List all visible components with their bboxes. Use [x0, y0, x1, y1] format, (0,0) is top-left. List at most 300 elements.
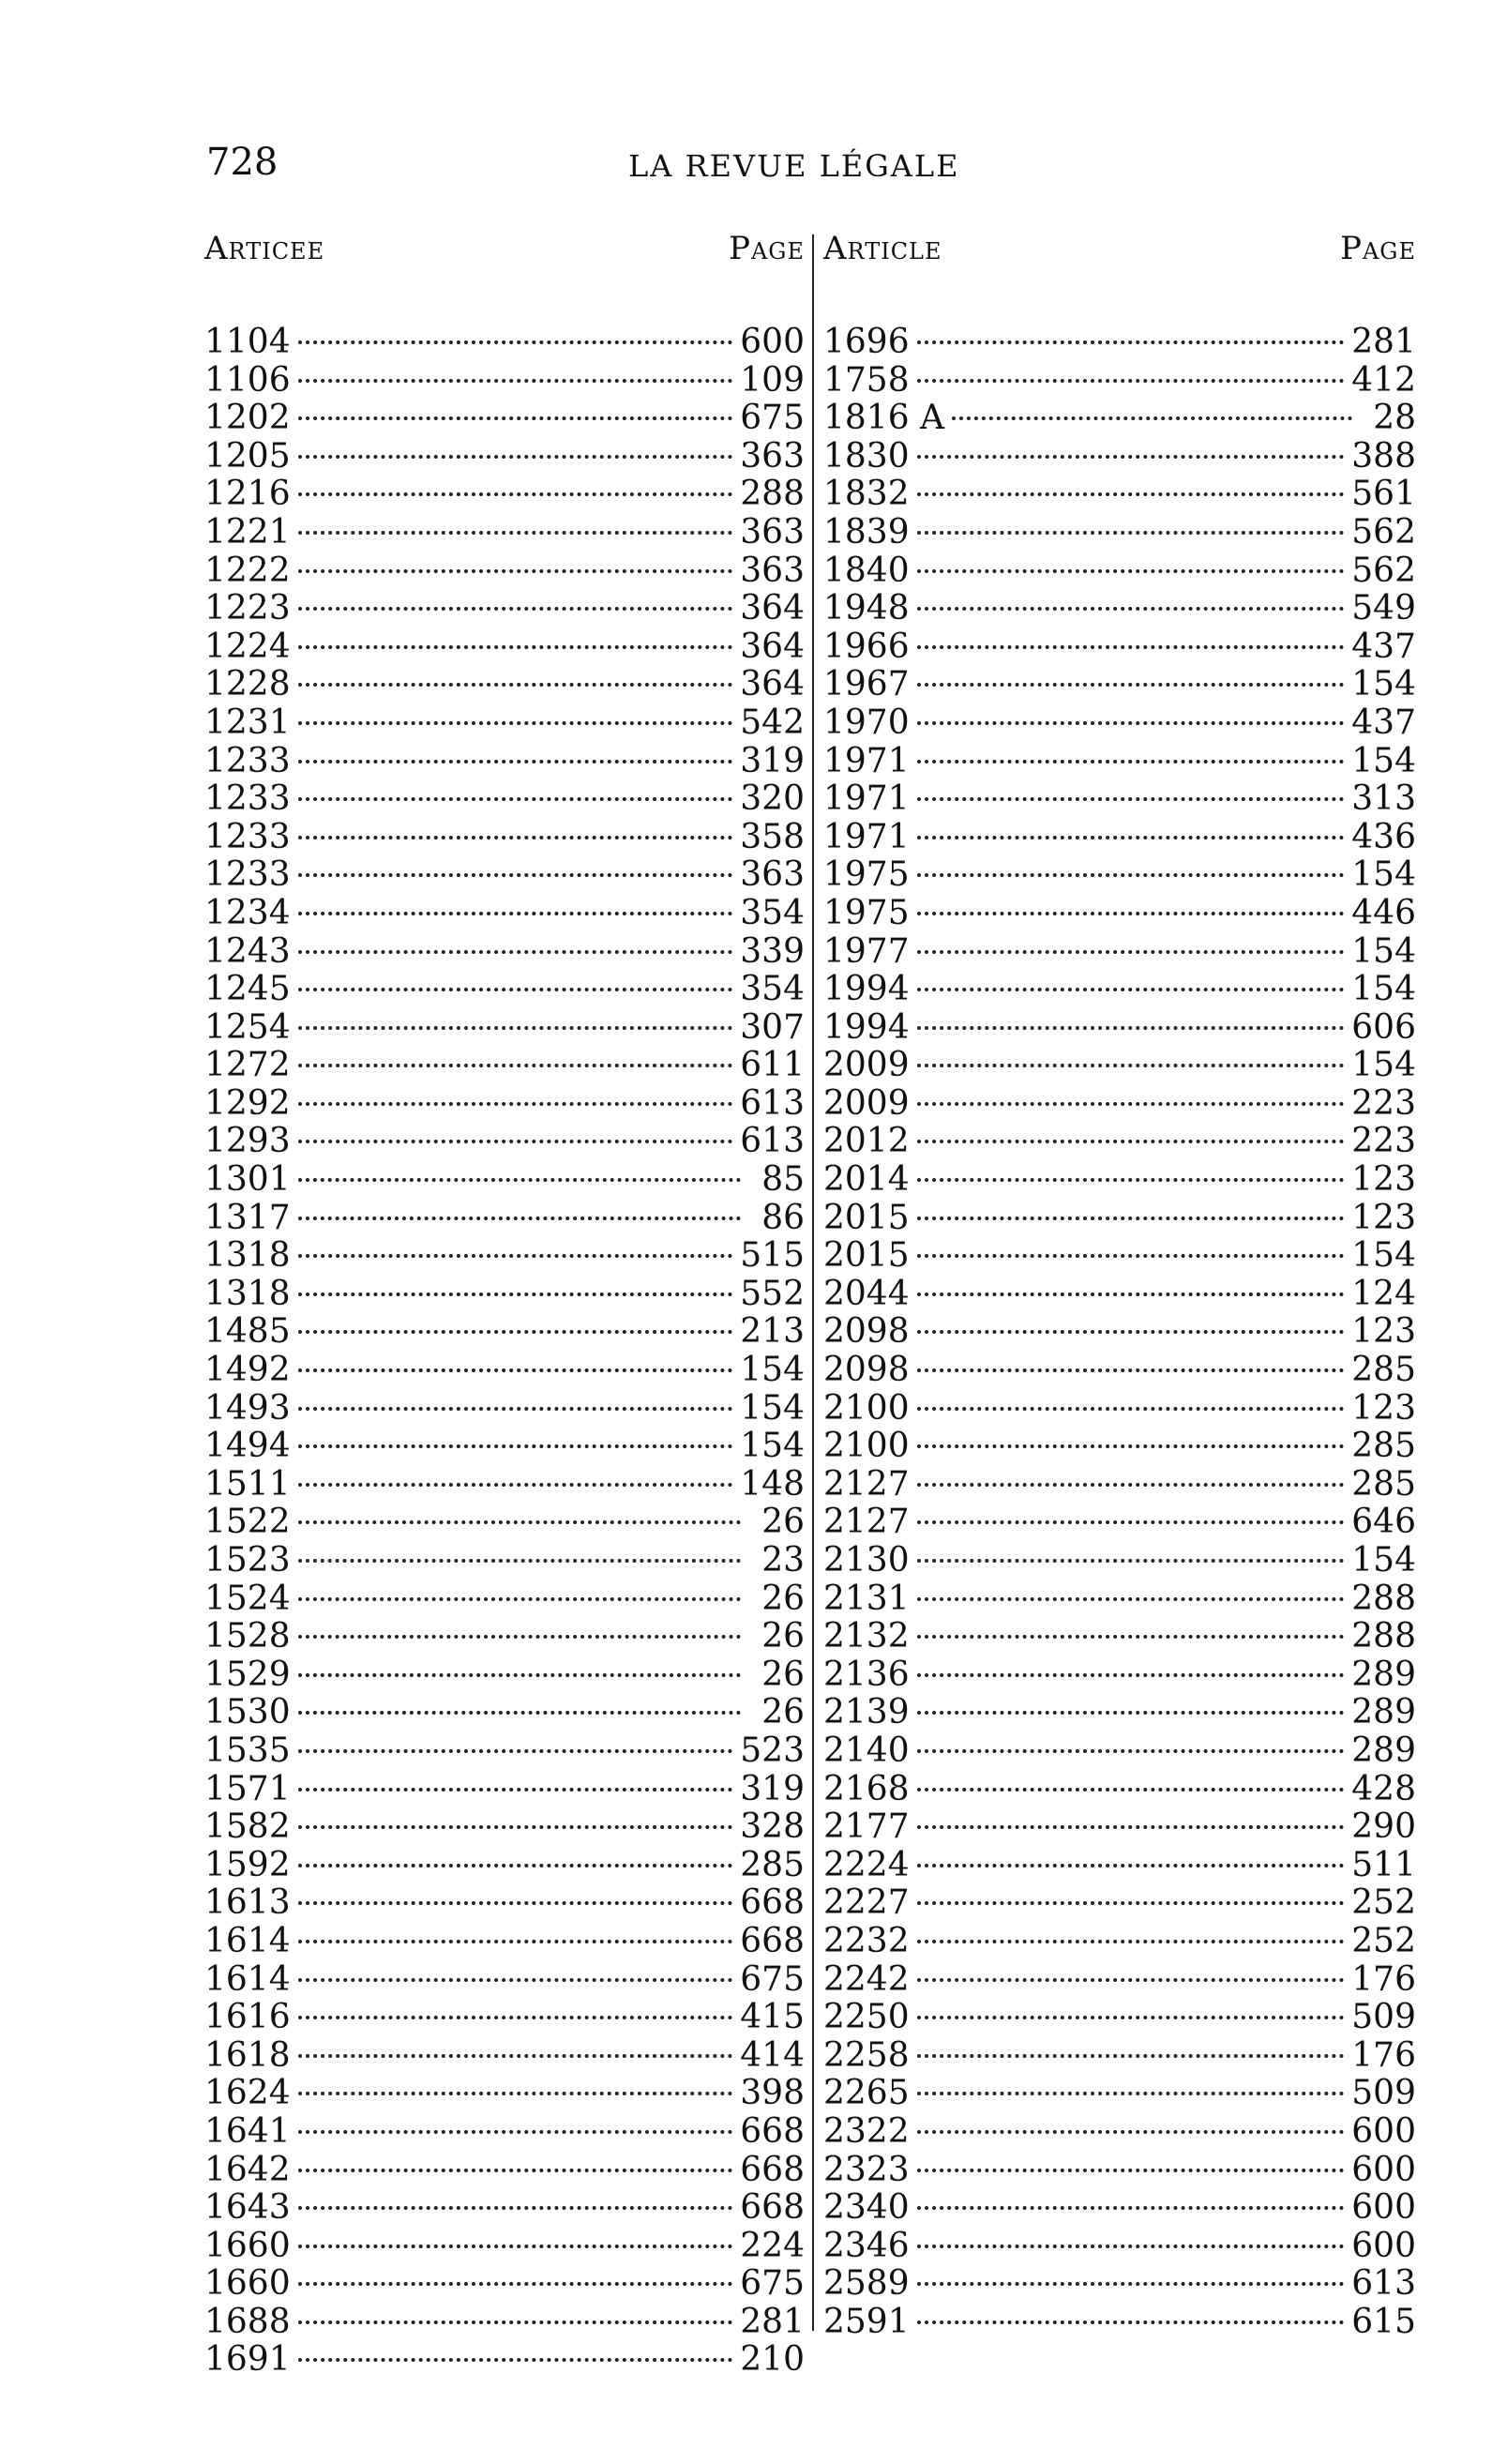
left-article-heading: Articee [204, 230, 325, 267]
dot-leader [917, 1292, 1345, 1296]
index-row [823, 1390, 1416, 1429]
dot-leader [917, 569, 1345, 573]
article-number: 1975 [823, 893, 910, 932]
index-row [823, 1808, 1416, 1847]
article-number: 1660 [204, 2226, 291, 2265]
page-reference: 124 [1351, 1274, 1416, 1313]
article-number: 1529 [204, 1655, 291, 1694]
page-reference: 285 [1351, 1351, 1416, 1390]
article-number: 2227 [823, 1883, 910, 1923]
page-reference: 358 [740, 817, 805, 856]
article-number: 2127 [823, 1464, 910, 1504]
page-reference: 290 [1351, 1807, 1416, 1847]
left-page-heading: Page [729, 230, 805, 267]
article-number: 2232 [823, 1921, 910, 1960]
index-row [823, 856, 1416, 895]
article-number: 1688 [204, 2302, 291, 2341]
page-reference: 176 [1351, 1959, 1416, 1999]
dot-leader [298, 1330, 733, 1334]
index-row [823, 1884, 1416, 1923]
article-number: 1975 [823, 855, 910, 895]
index-row [823, 2304, 1416, 2342]
index-row [823, 1200, 1416, 1238]
dot-leader [917, 1368, 1345, 1372]
dot-leader [917, 2320, 1345, 2324]
index-row [204, 1313, 805, 1352]
article-number: 1318 [204, 1236, 291, 1276]
index-row [204, 1161, 805, 1200]
page-reference: 613 [1351, 2264, 1416, 2304]
index-row [204, 1923, 805, 1961]
article-number: 1228 [204, 665, 291, 704]
article-number: 1492 [204, 1351, 291, 1390]
index-row [823, 2113, 1416, 2152]
article-number: 1293 [204, 1122, 291, 1161]
article-number: 2015 [823, 1198, 910, 1237]
dot-leader [298, 569, 733, 573]
article-number: 2044 [823, 1274, 910, 1313]
dot-leader [298, 1940, 733, 1943]
page-reference: 289 [1351, 1693, 1416, 1732]
article-number: 2131 [823, 1579, 910, 1618]
article-number: 1494 [204, 1427, 291, 1466]
index-row [823, 1047, 1416, 1085]
page-reference: 364 [740, 627, 805, 666]
dot-leader [917, 645, 1345, 649]
article-number: 2100 [823, 1388, 910, 1428]
article-number: 1618 [204, 2035, 291, 2075]
page-reference: 364 [740, 665, 805, 704]
page-reference: 611 [740, 1046, 805, 1085]
index-row [823, 1009, 1416, 1048]
dot-leader [917, 2016, 1345, 2019]
index-row [204, 514, 805, 552]
page-reference: 675 [740, 399, 805, 438]
right-article-heading: Article [823, 230, 942, 267]
page-reference: 668 [740, 2188, 805, 2228]
index-row [823, 895, 1416, 933]
index-row [204, 666, 805, 704]
dot-leader [298, 416, 733, 420]
index-row [823, 1085, 1416, 1124]
dot-leader [298, 836, 733, 839]
dot-leader [298, 721, 733, 725]
index-row [204, 1237, 805, 1276]
right-column-header [823, 230, 1416, 286]
dot-leader [917, 1140, 1345, 1143]
article-number: 1839 [823, 512, 910, 552]
article-number: 1318 [204, 1274, 291, 1313]
index-row [823, 1999, 1416, 2037]
dot-leader [917, 1864, 1345, 1867]
page-reference: 281 [1351, 323, 1416, 361]
index-row [204, 2037, 805, 2076]
index-row [823, 590, 1416, 628]
index-row [823, 1732, 1416, 1771]
index-row [823, 1123, 1416, 1161]
index-row [823, 2037, 1416, 2076]
dot-leader [298, 2054, 733, 2058]
dot-leader [298, 1520, 741, 1524]
dot-leader [917, 988, 1345, 991]
dot-leader [298, 340, 733, 344]
page-reference: 668 [740, 1883, 805, 1923]
article-number: 2139 [823, 1693, 910, 1732]
article-number: 2130 [823, 1541, 910, 1580]
dot-leader [917, 1559, 1345, 1563]
dot-leader [298, 1711, 741, 1715]
page-reference: 398 [740, 2074, 805, 2113]
page-reference: 109 [740, 360, 805, 400]
article-number: 2589 [823, 2264, 910, 2304]
index-row [823, 324, 1416, 362]
article-number: 2012 [823, 1122, 910, 1161]
index-row [823, 819, 1416, 857]
page-number: 728 [206, 141, 279, 184]
page-reference: 668 [740, 1921, 805, 1960]
article-number: 1234 [204, 893, 291, 932]
article-number: 1816 A [823, 399, 945, 438]
index-row [823, 666, 1416, 704]
index-row [204, 438, 805, 476]
dot-leader [917, 1064, 1345, 1067]
article-number: 2132 [823, 1617, 910, 1656]
index-row [823, 1771, 1416, 1809]
article-number: 2224 [823, 1845, 910, 1884]
dot-leader [298, 2206, 733, 2210]
dot-leader [298, 760, 733, 763]
dot-leader [917, 1178, 1345, 1182]
page-reference: 154 [1351, 741, 1416, 780]
index-row [823, 400, 1416, 438]
index-row [204, 400, 805, 438]
index-row [204, 2228, 805, 2266]
index-row [823, 1694, 1416, 1732]
article-number: 2136 [823, 1655, 910, 1694]
article-number: 1233 [204, 741, 291, 780]
article-number: 1840 [823, 551, 910, 590]
article-number: 2140 [823, 1731, 910, 1770]
article-number: 1106 [204, 360, 291, 400]
column-divider [812, 234, 814, 2331]
article-number: 1233 [204, 817, 291, 856]
dot-leader [298, 1483, 733, 1487]
page-reference: 436 [1351, 817, 1416, 856]
page-reference: 600 [1351, 2226, 1416, 2265]
index-row [823, 362, 1416, 401]
page-reference: 364 [740, 589, 805, 628]
page-reference: 223 [1351, 1083, 1416, 1123]
article-number: 1221 [204, 512, 291, 552]
article-number: 1832 [823, 475, 910, 514]
dot-leader [917, 340, 1345, 344]
index-row [823, 1466, 1416, 1504]
dot-leader [298, 1217, 741, 1220]
left-column [204, 230, 805, 2380]
dot-leader [917, 873, 1345, 877]
page-reference: 668 [740, 2150, 805, 2189]
dot-leader [917, 607, 1345, 611]
article-number: 2014 [823, 1160, 910, 1200]
page-reference: 562 [1351, 512, 1416, 552]
article-number: 1994 [823, 970, 910, 1009]
dot-leader [298, 1901, 733, 1905]
dot-leader [298, 1597, 741, 1601]
dot-leader [298, 1749, 733, 1753]
running-title: LA REVUE LÉGALE [628, 148, 960, 184]
dot-leader [917, 2169, 1345, 2172]
page-reference: 354 [740, 893, 805, 932]
dot-leader [298, 1102, 733, 1106]
dot-leader [298, 1559, 741, 1563]
index-row [823, 780, 1416, 819]
article-number: 1231 [204, 703, 291, 742]
article-number: 1582 [204, 1807, 291, 1847]
right-index-list [823, 324, 1416, 2341]
dot-leader [298, 1368, 733, 1372]
index-row [204, 1009, 805, 1048]
dot-leader [917, 836, 1345, 839]
index-row [204, 2189, 805, 2228]
page-reference: 176 [1351, 2035, 1416, 2075]
dot-leader [298, 1026, 733, 1030]
page-reference: 313 [1351, 779, 1416, 819]
page-reference: 154 [1351, 855, 1416, 895]
article-number: 1643 [204, 2188, 291, 2228]
index-row [823, 2265, 1416, 2304]
index-row [204, 1466, 805, 1504]
article-number: 1948 [823, 589, 910, 628]
page-reference: 339 [740, 931, 805, 971]
index-row [204, 1694, 805, 1732]
article-number: 1511 [204, 1464, 291, 1504]
article-number: 2100 [823, 1427, 910, 1466]
page-reference: 523 [740, 1731, 805, 1770]
dot-leader [298, 1140, 733, 1143]
index-row [823, 704, 1416, 743]
page-reference: 154 [1351, 1236, 1416, 1276]
article-number: 1245 [204, 970, 291, 1009]
page-reference: 123 [1351, 1388, 1416, 1428]
article-number: 2250 [823, 1998, 910, 2037]
article-number: 1202 [204, 399, 291, 438]
page-reference: 288 [1351, 1617, 1416, 1656]
dot-leader [917, 1520, 1345, 1524]
article-number: 1292 [204, 1083, 291, 1123]
dot-leader [298, 683, 733, 687]
page-reference: 154 [1351, 665, 1416, 704]
article-number: 2177 [823, 1807, 910, 1847]
index-row [204, 933, 805, 972]
dot-leader [298, 797, 733, 801]
article-number: 1485 [204, 1312, 291, 1352]
index-row [204, 1961, 805, 2000]
dot-leader [917, 912, 1345, 915]
article-number: 1971 [823, 741, 910, 780]
index-row [204, 2341, 805, 2380]
index-row [823, 1352, 1416, 1390]
dot-leader [917, 2245, 1345, 2248]
article-number: 1830 [823, 436, 910, 476]
dot-leader [298, 873, 733, 877]
index-row [823, 476, 1416, 514]
article-number: 1528 [204, 1617, 291, 1656]
index-row [204, 1580, 805, 1619]
page-reference: 154 [1351, 1541, 1416, 1580]
page-reference: 328 [740, 1807, 805, 1847]
article-number: 1530 [204, 1693, 291, 1732]
dot-leader [917, 1483, 1345, 1487]
dot-leader [298, 645, 733, 649]
page-reference: 552 [740, 1274, 805, 1313]
dot-leader [298, 1864, 733, 1867]
index-row [823, 2152, 1416, 2190]
page-reference: 28 [1373, 399, 1416, 438]
page-reference: 224 [740, 2226, 805, 2265]
index-row [204, 1732, 805, 1771]
page-reference: 85 [761, 1160, 805, 1200]
index-row [204, 1352, 805, 1390]
page-reference: 600 [1351, 2150, 1416, 2189]
index-row [204, 2265, 805, 2304]
index-row [823, 2075, 1416, 2113]
page-reference: 437 [1351, 627, 1416, 666]
page-reference: 509 [1351, 2074, 1416, 2113]
index-row [823, 933, 1416, 972]
dot-leader [298, 2282, 733, 2286]
article-number: 2009 [823, 1083, 910, 1123]
index-row [204, 780, 805, 819]
index-row [204, 1123, 805, 1161]
dot-leader [917, 2282, 1345, 2286]
article-number: 2265 [823, 2074, 910, 2113]
article-number: 2127 [823, 1503, 910, 1542]
index-row [823, 1961, 1416, 2000]
article-number: 1254 [204, 1007, 291, 1047]
index-row [823, 1276, 1416, 1314]
article-number: 1535 [204, 1731, 291, 1770]
page-reference: 123 [1351, 1160, 1416, 1200]
index-row [204, 704, 805, 743]
dot-leader [917, 1597, 1345, 1601]
article-number: 1317 [204, 1198, 291, 1237]
article-number: 1571 [204, 1769, 291, 1808]
article-number: 1614 [204, 1921, 291, 1960]
index-row [204, 1390, 805, 1429]
page-reference: 412 [1351, 360, 1416, 400]
page-reference: 154 [1351, 931, 1416, 971]
dot-leader [298, 2358, 733, 2362]
page-reference: 646 [1351, 1503, 1416, 1542]
index-row [204, 1618, 805, 1656]
page-reference: 437 [1351, 703, 1416, 742]
index-row [823, 628, 1416, 667]
index-row [823, 1237, 1416, 1276]
article-number: 2591 [823, 2302, 910, 2341]
index-row [823, 438, 1416, 476]
index-row [204, 895, 805, 933]
dot-leader [298, 2016, 733, 2019]
dot-leader [917, 1673, 1345, 1677]
index-row [823, 1656, 1416, 1695]
index-row [823, 1618, 1416, 1656]
page-reference: 319 [740, 741, 805, 780]
dot-leader [917, 2130, 1345, 2134]
article-number: 1971 [823, 817, 910, 856]
index-row [204, 971, 805, 1009]
page-reference: 388 [1351, 436, 1416, 476]
page-reference: 320 [740, 779, 805, 819]
index-row [204, 2113, 805, 2152]
index-row [204, 856, 805, 895]
dot-leader [917, 1978, 1345, 1982]
page-reference: 26 [761, 1579, 805, 1618]
index-row [204, 1999, 805, 2037]
article-number: 1642 [204, 2150, 291, 2189]
article-number: 2322 [823, 2111, 910, 2151]
dot-leader [298, 2169, 733, 2172]
article-number: 1613 [204, 1883, 291, 1923]
index-row [204, 1085, 805, 1124]
article-number: 2168 [823, 1769, 910, 1808]
article-number: 1696 [823, 323, 910, 361]
index-row [823, 1504, 1416, 1542]
article-number: 1966 [823, 627, 910, 666]
right-page-heading: Page [1340, 230, 1416, 267]
article-number: 1616 [204, 1998, 291, 2037]
index-row [204, 819, 805, 857]
page-reference: 23 [761, 1541, 805, 1580]
dot-leader [298, 912, 733, 915]
page-reference: 223 [1351, 1122, 1416, 1161]
index-row [823, 2228, 1416, 2266]
page-reference: 675 [740, 2264, 805, 2304]
left-column-header [204, 230, 805, 286]
page-reference: 509 [1351, 1998, 1416, 2037]
dot-leader [298, 1788, 733, 1791]
page-reference: 213 [740, 1312, 805, 1352]
index-row [823, 2189, 1416, 2228]
dot-leader [298, 1825, 733, 1829]
index-row [204, 1200, 805, 1238]
dot-leader [917, 1026, 1345, 1030]
dot-leader [917, 1749, 1345, 1753]
dot-leader [298, 1444, 733, 1448]
article-number: 2242 [823, 1959, 910, 1999]
page-reference: 675 [740, 1959, 805, 1999]
dot-leader [917, 2054, 1345, 2058]
index-row [204, 552, 805, 591]
page-reference: 154 [1351, 1046, 1416, 1085]
index-row [823, 1923, 1416, 1961]
page-header [206, 141, 1416, 197]
page-reference: 600 [1351, 2111, 1416, 2151]
article-number: 2098 [823, 1351, 910, 1390]
index-row [204, 1884, 805, 1923]
dot-leader [917, 797, 1345, 801]
dot-leader [917, 1407, 1345, 1411]
index-row [204, 743, 805, 781]
dot-leader [298, 1292, 733, 1296]
article-number: 1691 [204, 2340, 291, 2380]
index-row [204, 1808, 805, 1847]
article-number: 1758 [823, 360, 910, 400]
dot-leader [298, 531, 733, 535]
index-row [823, 1542, 1416, 1580]
index-row [823, 1847, 1416, 1885]
dot-leader [917, 1635, 1345, 1639]
page-reference: 319 [740, 1769, 805, 1808]
